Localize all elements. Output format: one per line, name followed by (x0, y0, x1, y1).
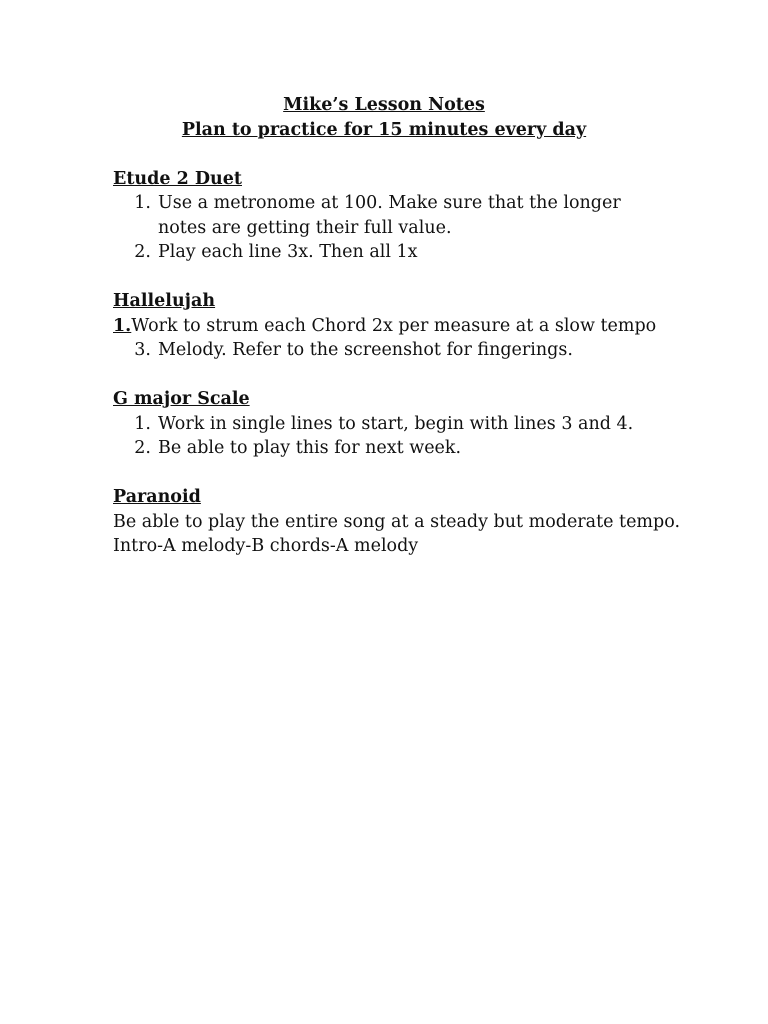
section-heading: Hallelujah (113, 291, 216, 311)
list-item-number: 1. (113, 315, 132, 336)
section-heading: G major Scale (113, 389, 250, 409)
list-item (113, 191, 673, 240)
list-item-text: Play each line 3x. Then all 1x (158, 242, 418, 262)
section-heading: Paranoid (113, 487, 201, 507)
section-g-major-scale (113, 387, 673, 461)
list-item (113, 338, 673, 363)
list-item-text: Melody. Refer to the screenshot for fingerings. (158, 340, 573, 360)
list-item (113, 436, 673, 461)
section-heading: Etude 2 Duet (113, 168, 242, 189)
inline-list-item (113, 314, 673, 339)
list-item-number: 1. (134, 193, 151, 213)
document-subtitle: Plan to practice for 15 minutes every day (181, 119, 587, 140)
list-item-text: Work in single lines to start, begin with lines 3 and 4. (158, 413, 634, 434)
paragraph: Be able to play the entire song at a steady but moderate tempo. (113, 511, 681, 532)
list-item-text: Work to strum each Chord 2x per measure at a slow tempo (131, 315, 657, 336)
list-item (113, 412, 673, 437)
list-item-number: 3. (134, 340, 151, 360)
document-title: Mike’s Lesson Notes (283, 95, 485, 115)
paragraph: Intro-A melody-B chords-A melody (113, 536, 419, 556)
list-item-text: Be able to play this for next week. (158, 438, 462, 458)
list-item-number: 1. (134, 413, 151, 434)
section-etude-2-duet (113, 167, 673, 265)
list-item-number: 2. (134, 438, 151, 458)
list-item-number: 2. (134, 242, 151, 262)
list-item (113, 240, 673, 265)
list-item-text: Use a metronome at 100. Make sure that the longer notes are getting their full value. (158, 193, 621, 238)
section-paranoid (113, 485, 681, 559)
section-hallelujah (113, 289, 673, 363)
document-page (113, 93, 681, 559)
title-block (113, 93, 655, 142)
